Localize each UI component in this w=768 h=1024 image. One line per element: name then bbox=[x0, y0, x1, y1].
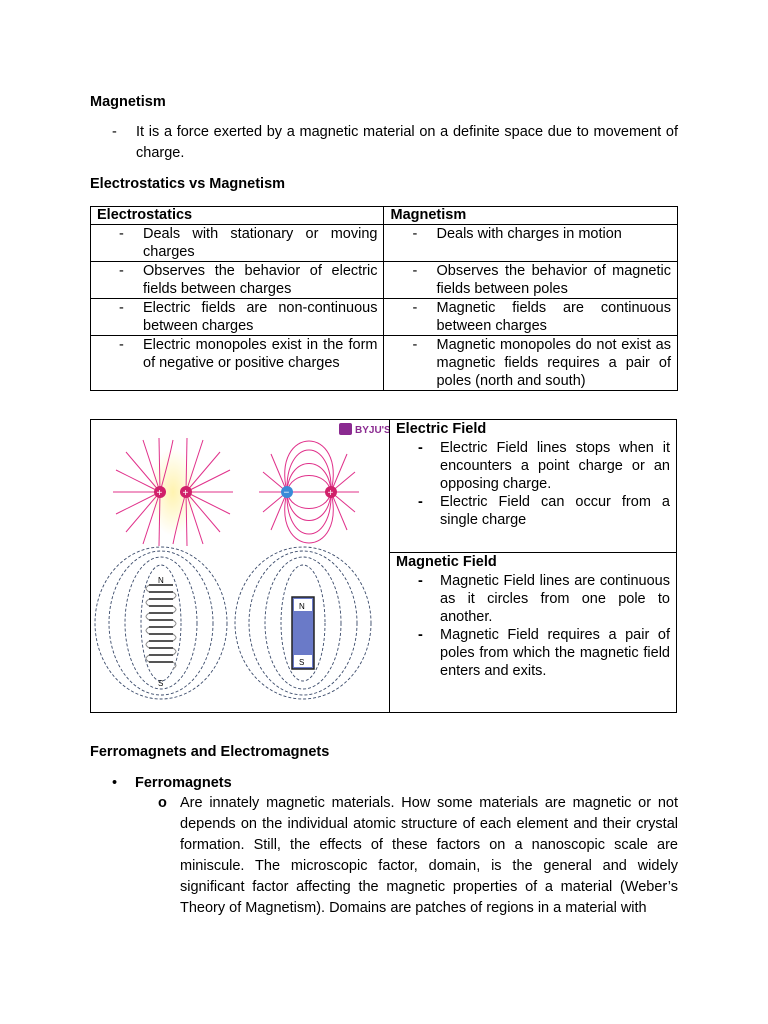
cell-text: Deals with stationary or moving charges bbox=[143, 226, 378, 260]
magnetism-definition: It is a force exerted by a magnetic material on a definite space due to movement of charge. bbox=[136, 124, 678, 161]
list-item bbox=[90, 793, 678, 919]
dash-marker: - bbox=[412, 300, 418, 316]
table-cell bbox=[384, 262, 678, 299]
south-pole-label: S bbox=[158, 679, 164, 688]
dash-marker: - bbox=[418, 494, 423, 510]
two-positive-charges-diagram bbox=[113, 438, 233, 546]
ferromagnets-label: Ferromagnets bbox=[135, 775, 232, 791]
sub-bullet-marker: o bbox=[158, 795, 167, 811]
solenoid-diagram bbox=[95, 547, 227, 699]
north-pole-label: N bbox=[158, 576, 164, 585]
logo-text: BYJU'S bbox=[355, 425, 389, 436]
table-cell bbox=[91, 336, 384, 391]
list-item bbox=[396, 626, 670, 680]
cell-text: Observes the behavior of magnetic fields between poles bbox=[436, 263, 671, 297]
table-cell bbox=[91, 299, 384, 336]
fields-table bbox=[90, 419, 677, 713]
magnetic-field-section bbox=[390, 553, 676, 680]
table-header-row bbox=[91, 207, 678, 225]
list-item bbox=[396, 493, 670, 529]
positive-charge-label: + bbox=[182, 488, 189, 499]
list-item bbox=[90, 122, 678, 164]
ferromagnets-description: Are innately magnetic materials. How some materials are magnetic or not depends on the individual atomic structure of each element and their crystal formation. Still, the effects of these factors on a nanoscopic scale are miniscule. The microscopic factor, domain, is the general and widely significant factor affecting the magnetic properties of a material (Weber’s Theory of Magnetism). Domains are patches of regions in a material with bbox=[180, 795, 678, 916]
dash-marker: - bbox=[412, 226, 418, 242]
magnetism-heading: Magnetism bbox=[90, 94, 166, 110]
dash-marker: - bbox=[112, 124, 117, 140]
dash-marker: - bbox=[418, 440, 423, 456]
list-item bbox=[396, 439, 670, 493]
dash-marker: - bbox=[119, 300, 124, 316]
magnetism-definition-list bbox=[90, 122, 678, 164]
list-item bbox=[396, 572, 670, 626]
cell-text: Magnetic fields are continuous between charges bbox=[436, 300, 671, 334]
bullet-marker: • bbox=[112, 775, 118, 791]
dash-marker: - bbox=[119, 337, 124, 353]
positive-charge-label: + bbox=[156, 488, 163, 499]
bar-magnet-diagram bbox=[235, 547, 371, 699]
column-header: Magnetism bbox=[384, 207, 678, 225]
electric-field-title: Electric Field bbox=[396, 421, 487, 437]
field-diagrams-image bbox=[91, 420, 390, 712]
ferromagnets-list bbox=[90, 773, 678, 919]
dash-marker: - bbox=[418, 627, 423, 643]
table-row bbox=[91, 336, 678, 391]
comparison-table bbox=[90, 206, 678, 391]
positive-charge-label: + bbox=[327, 488, 334, 499]
magnetic-field-title: Magnetic Field bbox=[396, 554, 497, 570]
dash-marker: - bbox=[119, 263, 124, 279]
table-cell bbox=[384, 336, 678, 391]
cell-text: Electric fields are non-continuous between charges bbox=[143, 300, 378, 334]
south-pole-label: S bbox=[299, 658, 305, 667]
comparison-heading: Electrostatics vs Magnetism bbox=[90, 176, 286, 192]
dash-marker: - bbox=[412, 263, 418, 279]
table-cell bbox=[384, 225, 678, 262]
table-cell bbox=[91, 225, 384, 262]
electric-field-point: Electric Field can occur from a single charge bbox=[440, 494, 670, 528]
table-row bbox=[91, 225, 678, 262]
dash-marker: - bbox=[418, 573, 423, 589]
magnetic-field-point: Magnetic Field requires a pair of poles from which the magnetic field enters and exits. bbox=[440, 627, 670, 679]
magnetic-field-point: Magnetic Field lines are continuous as it circles from one pole to another. bbox=[440, 573, 670, 625]
electric-field-section bbox=[390, 420, 676, 553]
cell-text: Electric monopoles exist in the form of negative or positive charges bbox=[143, 337, 378, 371]
cell-text: Magnetic monopoles do not exist as magnetic fields requires a pair of poles (north and south) bbox=[436, 337, 671, 389]
table-cell bbox=[91, 262, 384, 299]
dipole-diagram bbox=[259, 441, 359, 543]
byjus-logo bbox=[339, 423, 389, 436]
field-diagrams-svg bbox=[91, 420, 389, 712]
ferro-heading: Ferromagnets and Electromagnets bbox=[90, 744, 330, 760]
dash-marker: - bbox=[412, 337, 418, 353]
cell-text: Deals with charges in motion bbox=[436, 226, 622, 242]
table-row bbox=[91, 262, 678, 299]
dash-marker: - bbox=[119, 226, 124, 242]
north-pole-label: N bbox=[299, 602, 305, 611]
electric-field-point: Electric Field lines stops when it encounters a point charge or an opposing charge. bbox=[440, 440, 670, 492]
column-header: Electrostatics bbox=[91, 207, 384, 225]
table-cell bbox=[384, 299, 678, 336]
table-row bbox=[91, 299, 678, 336]
negative-charge-label: − bbox=[283, 487, 290, 499]
cell-text: Observes the behavior of electric fields between charges bbox=[143, 263, 378, 297]
list-item bbox=[90, 773, 678, 793]
